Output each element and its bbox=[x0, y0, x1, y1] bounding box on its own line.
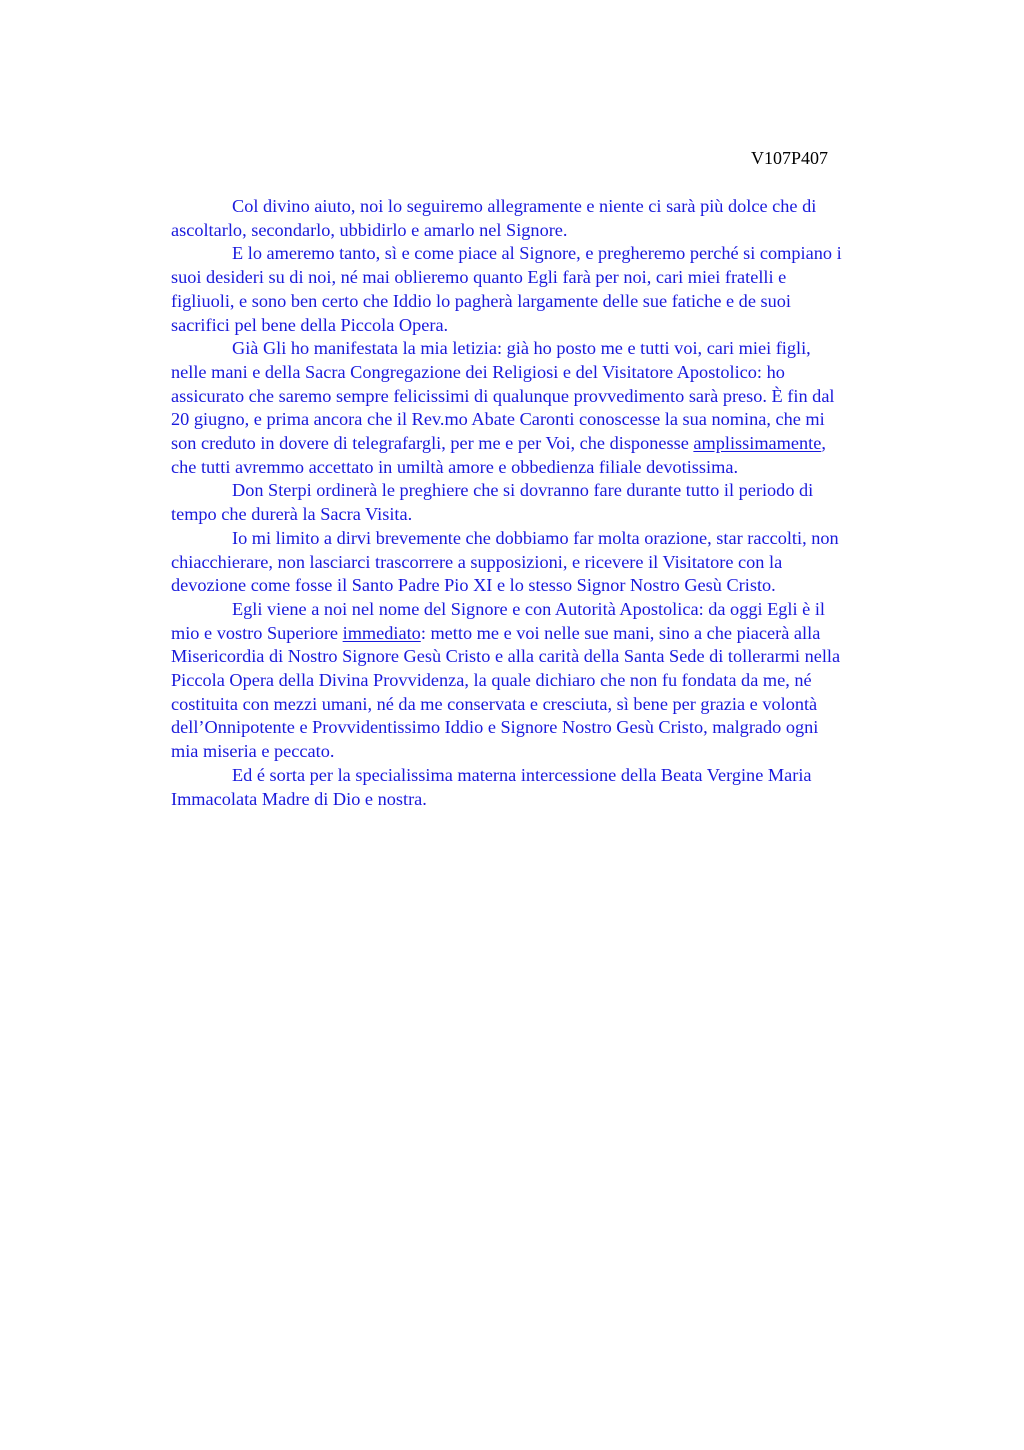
text-line: tempo che durerà la Sacra Visita. bbox=[171, 504, 413, 525]
letter-body bbox=[171, 195, 941, 811]
text-line: Don Sterpi ordinerà le preghiere che si dovranno fare durante tutto il periodo di bbox=[232, 480, 814, 501]
text-line: figliuoli, e sono ben certo che Iddio lo pagherà largamente delle sue fatiche e de suoi bbox=[171, 290, 791, 311]
text-line: che tutti avremmo accettato in umiltà amore e obbedienza filiale devotissima. bbox=[171, 456, 739, 477]
text-segment: mio e vostro Superiore bbox=[171, 622, 343, 643]
paragraph-1 bbox=[171, 195, 941, 242]
text-line: assicurato che saremo sempre felicissimi di qualunque provvedimento sarà preso. È fin dal bbox=[171, 385, 835, 406]
text-line: Già Gli ho manifestata la mia letizia: già ho posto me e tutti voi, cari miei figli, bbox=[232, 338, 811, 359]
text-segment: : metto me e voi nelle sue mani, sino a che piacerà alla bbox=[420, 622, 821, 643]
text-line: ascoltarlo, secondarlo, ubbidirlo e amarlo nel Signore. bbox=[171, 219, 568, 240]
text-line: Egli viene a noi nel nome del Signore e con Autorità Apostolica: da oggi Egli è il bbox=[232, 598, 825, 619]
text-line: suoi desideri su di noi, né mai oblieremo quanto Egli farà per noi, cari miei fratelli e bbox=[171, 267, 787, 288]
underlined-word: immediato bbox=[342, 622, 421, 643]
text-line: E lo ameremo tanto, sì e come piace al Signore, e pregheremo perché si compiano i bbox=[232, 243, 842, 264]
text-line: Piccola Opera della Divina Provvidenza, la quale dichiaro che non fu fondata da me, né bbox=[171, 670, 812, 691]
text-line: Immacolata Madre di Dio e nostra. bbox=[171, 788, 427, 809]
text-line-with-underline bbox=[171, 623, 820, 643]
text-line-with-underline bbox=[171, 433, 826, 453]
text-line: devozione come fosse il Santo Padre Pio XI e lo stesso Signor Nostro Gesù Cristo. bbox=[171, 575, 776, 596]
paragraph-6 bbox=[171, 598, 941, 764]
paragraph-4 bbox=[171, 479, 941, 526]
paragraph-7 bbox=[171, 764, 941, 811]
text-line: chiacchierare, non lasciarci trascorrere a supposizioni, e ricevere il Visitatore con la bbox=[171, 551, 783, 572]
text-line: Misericordia di Nostro Signore Gesù Cristo e alla carità della Santa Sede di tollerarmi nella bbox=[171, 646, 841, 667]
text-line: 20 giugno, e prima ancora che il Rev.mo Abate Caronti conoscesse la sua nomina, che mi bbox=[171, 409, 825, 430]
text-segment: , bbox=[821, 433, 826, 454]
text-line: nelle mani e della Sacra Congregazione dei Religiosi e del Visitatore Apostolico: ho bbox=[171, 361, 785, 382]
page-reference: V107P407 bbox=[751, 148, 829, 168]
text-line: Col divino aiuto, noi lo seguiremo allegramente e niente ci sarà più dolce che di bbox=[232, 196, 817, 216]
text-line: dell’Onnipotente e Provvidentissimo Iddio e Signore Nostro Gesù Cristo, malgrado ogni bbox=[171, 717, 819, 738]
text-line: Ed é sorta per la specialissima materna intercessione della Beata Vergine Maria bbox=[232, 764, 812, 785]
underlined-word: amplissimamente bbox=[693, 433, 822, 454]
text-segment: son creduto in dovere di telegrafargli, per me e per Voi, che disponesse bbox=[171, 433, 694, 454]
text-line: mia miseria e peccato. bbox=[171, 741, 335, 762]
text-line: Io mi limito a dirvi brevemente che dobbiamo far molta orazione, star raccolti, non bbox=[232, 527, 839, 548]
text-line: sacrifici pel bene della Piccola Opera. bbox=[171, 314, 449, 335]
text-line: costituita con mezzi umani, né da me conservata e cresciuta, sì bene per grazia e volontà bbox=[171, 693, 818, 714]
paragraph-5 bbox=[171, 527, 941, 598]
paragraph-3 bbox=[171, 337, 941, 479]
paragraph-2 bbox=[171, 242, 941, 337]
